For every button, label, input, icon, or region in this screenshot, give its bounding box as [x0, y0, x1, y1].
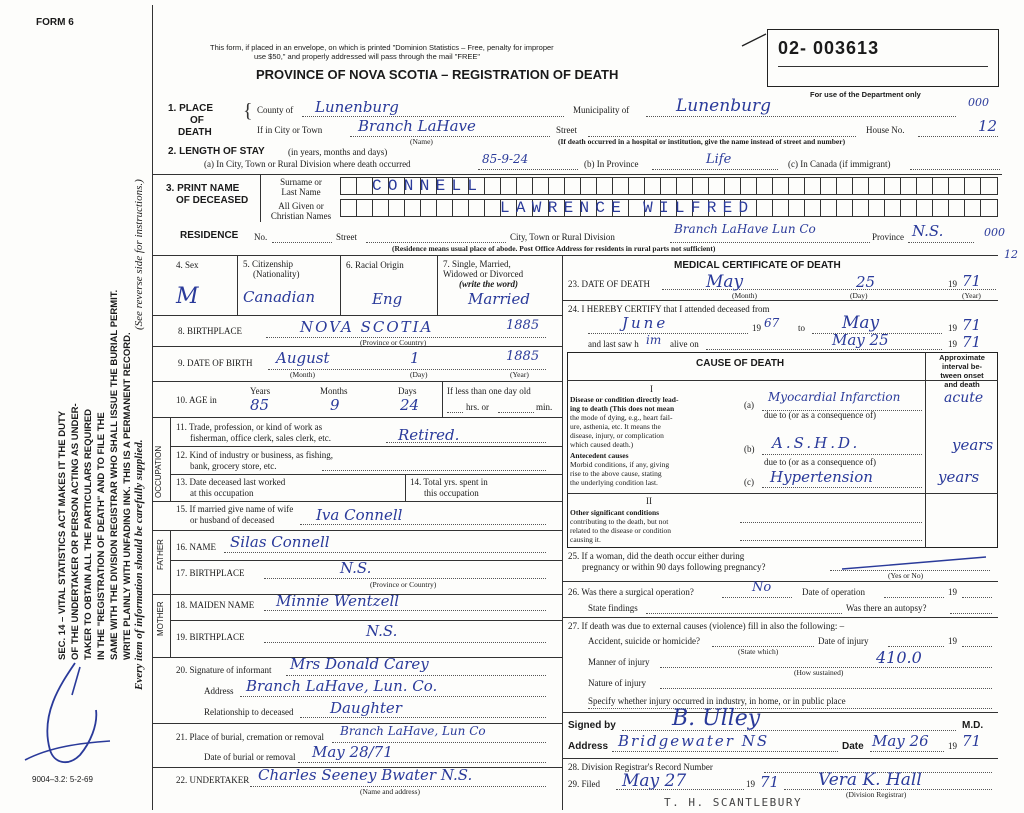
see-reverse-note: (See reverse side for instructions.) [133, 179, 145, 330]
age-months-value: 9 [330, 396, 340, 414]
sex-value: M [176, 284, 199, 309]
classification-code: 410.0 [876, 648, 922, 667]
medical-cert-title: MEDICAL CERTIFICATE OF DEATH [674, 260, 841, 271]
initials-signature [20, 655, 115, 785]
birth-year-value: 1885 [506, 349, 540, 364]
given-names-value: LAWRENCE WILFRED [500, 199, 755, 217]
interval-a-value: acute [944, 390, 984, 406]
place-of-death-label: 1. PLACE OF DEATH [168, 103, 214, 138]
registration-number-box [767, 29, 999, 87]
mail-notice: This form, if placed in an envelope, on which is printed "Dominion Statistics – Free, penalty for improper use $50," and properly addressed will pass through the mail "FREE" [210, 43, 554, 61]
informant-signature: Mrs Donald Carey [290, 655, 429, 673]
form-id: FORM 6 [36, 17, 74, 28]
marital-status-value: Married [468, 290, 530, 308]
physician-signature: B. Ulley [672, 706, 761, 731]
informant-address: Branch LaHave, Lun. Co. [246, 677, 438, 695]
father-birthplace-value: N.S. [340, 559, 372, 577]
burial-date-value: May 28/71 [312, 743, 393, 761]
citizenship-value: Canadian [243, 288, 316, 306]
residence-city-value: Branch LaHave Lun Co [674, 222, 816, 236]
informant-relationship: Daughter [330, 699, 402, 717]
death-month-value: May [706, 272, 744, 292]
statute-text: SEC. 14 – VITAL STATISTICS ACT MAKES IT THE DUTY OF THE UNDERTAKER OR PERSON ACTING AS UNDER- TAKER TO OBTAIN ALL THE PARTICULARS REQUIRED IN THE "REGISTRATION OF DEATH" AND TO FILE THE SAME WITH THE DIVISION REGISTRAR WHO SHALL ISSUE THE BURIAL PERMIT. WRITE PLAINLY WITH UNFADING INK. THIS IS A PERMANENT RECORD. [57, 289, 133, 660]
form-code: 9004–3.2: 5-2-69 [32, 775, 93, 784]
spouse-value: Iva Connell [316, 506, 403, 524]
attended-from-month: June [622, 314, 669, 332]
house-number: 12 [978, 117, 998, 135]
cause-a-value: Myocardial Infarction [768, 390, 901, 404]
dept-use-note: For use of the Department only [810, 90, 921, 99]
undertaker-value: Charles Seeney Bwater N.S. [258, 766, 473, 784]
cause-c-value: Hypertension [770, 468, 873, 486]
registrar-stamp: T. H. SCANTLEBURY [664, 796, 803, 809]
residence-province-value: N.S. [912, 222, 944, 240]
mother-birthplace-value: N.S. [366, 622, 398, 640]
death-year-value: 71 [962, 272, 982, 290]
city-value: Branch LaHave [358, 117, 476, 135]
county-value: Lunenburg [315, 98, 399, 116]
last-seen-alive-value: May 25 [832, 331, 889, 349]
age-years-value: 85 [250, 396, 270, 414]
filed-date-value: May 27 [622, 771, 687, 791]
registration-number: 02- 003613 [778, 38, 880, 58]
death-day-value: 25 [856, 273, 876, 291]
father-side-label: FATHER [156, 539, 165, 570]
stay-city-value: 85-9-24 [482, 152, 529, 166]
cause-b-value: A.S.H.D. [772, 434, 861, 452]
surgical-operation-value: No [752, 580, 772, 595]
division-registrar-signature: Vera K. Hall [818, 770, 922, 790]
form-title: PROVINCE OF NOVA SCOTIA – REGISTRATION OF DEATH [256, 67, 619, 82]
birthplace-value: NOVA SCOTIA [300, 318, 434, 336]
deceased-name-label: 3. PRINT NAME OF DECEASED [166, 183, 249, 206]
interval-c-value: years [938, 468, 980, 486]
stay-province-value: Life [706, 152, 732, 167]
trade-value: Retired. [398, 426, 460, 444]
municipality-code: 000 [968, 96, 989, 109]
racial-origin-value: Eng [372, 290, 403, 308]
surname-value: CONNELL [372, 177, 484, 195]
physician-signed-date: May 26 [872, 732, 929, 750]
occupation-side-label: OCCUPATION [154, 445, 163, 498]
father-name-value: Silas Connell [230, 533, 330, 551]
municipality-value: Lunenburg [676, 96, 772, 116]
attended-to-month: May [842, 313, 880, 333]
mother-side-label: MOTHER [156, 601, 165, 636]
every-item-note: Every item of information should be carefully supplied. [133, 439, 145, 690]
physician-address: Bridgewater NS [618, 732, 770, 750]
mother-name-value: Minnie Wentzell [276, 592, 400, 610]
birth-day-value: 1 [410, 349, 420, 367]
interval-b-value: years [952, 436, 994, 454]
burial-place-value: Branch LaHave, Lun Co [340, 724, 486, 738]
birth-month-value: August [276, 349, 330, 367]
age-days-value: 24 [400, 396, 420, 414]
